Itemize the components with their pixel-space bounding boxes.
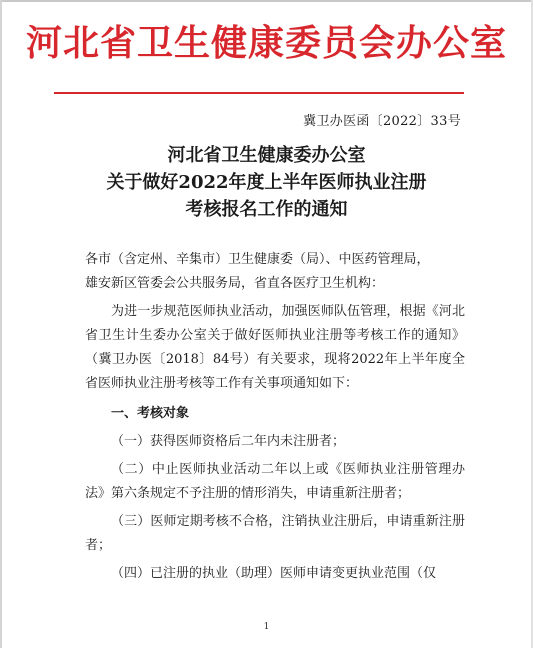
document-number: 冀卫办医函〔2022〕33号 [303, 114, 461, 129]
salutation-line-1: 各市（含定州、辛集市）卫生健康委（局）、中医药管理局， [85, 252, 430, 267]
page-number: 1 [263, 622, 270, 632]
document-title [20, 142, 513, 223]
salutation-line-2: 雄安新区管委会公共服务局，省直各医疗卫生机构： [85, 276, 385, 291]
page-border-left [0, 0, 2, 648]
title-line-2: 关于做好2022年度上半年医师执业注册 [106, 172, 427, 193]
title-line-1: 河北省卫生健康委办公室 [167, 145, 366, 166]
document-body [85, 248, 465, 586]
list-item: （四）已注册的执业（助理）医师申请变更执业范围（仅 [111, 566, 437, 581]
header-red-rule [54, 92, 464, 94]
list-item: （二）中止医师执业活动二年以上或《医师执业注册管理办法》第六条规定不予注册的情形消失，申请重新注册者； [85, 462, 465, 501]
intro-paragraph: 为进一步规范医师执业活动，加强医师队伍管理，根据《河北省卫生计生委办公室关于做好医师执业注册等考核工作的通知》（冀卫办医〔2018〕84号）有关要求，现将2022年上半年度全省医师执业注册考核等工作有关事项通知如下： [85, 304, 465, 391]
list-item: （一）获得医师资格后二年内未注册者； [111, 434, 346, 449]
issuing-organization-header: 河北省卫生健康委员会办公室 [25, 23, 507, 64]
section-heading-1: 一、考核对象 [111, 406, 190, 421]
page-border-top [0, 0, 533, 2]
title-line-3: 考核报名工作的通知 [185, 199, 348, 220]
list-item: （三）医师定期考核不合格，注销执业注册后，申请重新注册者； [85, 514, 465, 553]
